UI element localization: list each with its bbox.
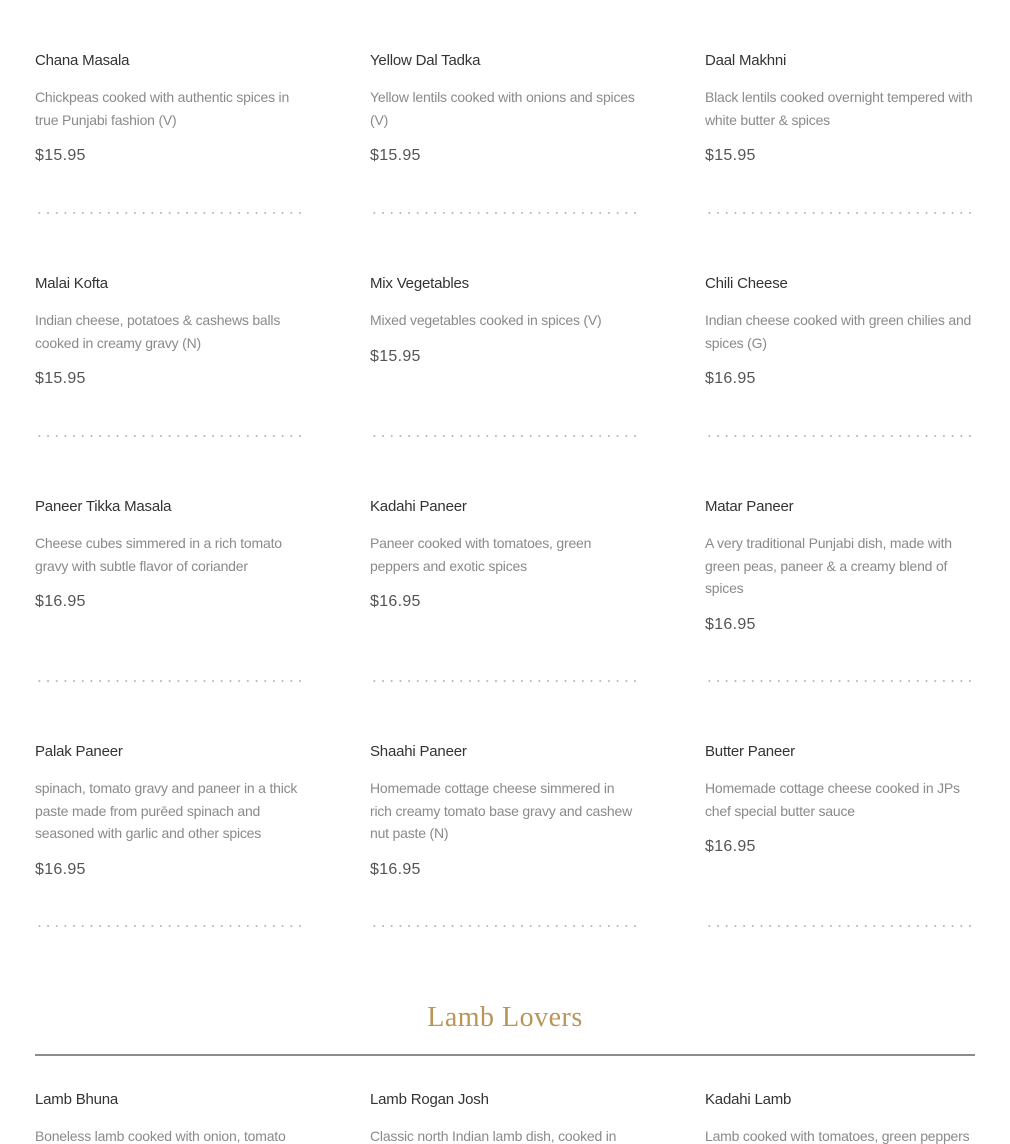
item-price: $16.95	[370, 593, 421, 610]
menu-item	[35, 1091, 303, 1144]
menu-item	[705, 1091, 975, 1144]
item-name: Butter Paneer	[705, 743, 795, 760]
menu-row-4	[35, 743, 975, 879]
item-description: Lamb cooked with tomatoes, green peppers	[705, 1128, 970, 1144]
item-price: $15.95	[705, 147, 756, 164]
menu-item	[370, 52, 638, 165]
item-price: $16.95	[35, 593, 86, 610]
menu-item	[705, 743, 975, 879]
item-description: A very traditional Punjabi dish, made with green peas, paneer & a creamy blend of spices	[705, 535, 952, 596]
menu-item	[35, 275, 303, 388]
menu-item	[370, 498, 638, 634]
item-description: Paneer cooked with tomatoes, green peppers and exotic spices	[370, 535, 592, 574]
item-description: Yellow lentils cooked with onions and spices (V)	[370, 89, 635, 128]
divider-row-1	[35, 212, 975, 214]
dotted-divider	[35, 925, 303, 927]
dotted-divider	[370, 212, 638, 214]
menu-row-2	[35, 275, 975, 388]
item-description: Classic north Indian lamb dish, cooked in	[370, 1128, 617, 1144]
menu-item	[35, 498, 303, 634]
item-description: spinach, tomato gravy and paneer in a thick paste made from purēed spinach and seasoned with garlic and other spices	[35, 780, 298, 841]
item-name: Yellow Dal Tadka	[370, 52, 481, 69]
item-name: Lamb Rogan Josh	[370, 1091, 489, 1108]
dotted-divider	[705, 212, 973, 214]
item-name: Malai Kofta	[35, 275, 108, 292]
menu-item	[705, 275, 975, 388]
menu-item	[35, 52, 303, 165]
item-price: $15.95	[370, 147, 421, 164]
section-divider	[35, 1054, 975, 1056]
item-name: Mix Vegetables	[370, 275, 469, 292]
item-name: Palak Paneer	[35, 743, 123, 760]
lamb-row-1	[35, 1091, 975, 1144]
menu-item	[370, 1091, 638, 1144]
dotted-divider	[705, 680, 973, 682]
item-price: $16.95	[705, 838, 756, 855]
item-price: $16.95	[35, 860, 86, 878]
menu-row-3	[35, 498, 975, 634]
item-name: Matar Paneer	[705, 498, 794, 515]
item-name: Daal Makhni	[705, 52, 787, 69]
item-description: Homemade cottage cheese cooked in JPs chef special butter sauce	[705, 780, 960, 819]
item-name: Paneer Tikka Masala	[35, 498, 172, 515]
item-name: Shaahi Paneer	[370, 743, 467, 760]
dotted-divider	[35, 680, 303, 682]
dotted-divider	[35, 212, 303, 214]
divider-row-3	[35, 680, 975, 682]
menu-row-1	[35, 52, 975, 165]
item-description: Black lentils cooked overnight tempered with white butter & spices	[705, 89, 973, 128]
dotted-divider	[370, 925, 638, 927]
divider-row-2	[35, 435, 975, 437]
item-price: $16.95	[370, 860, 421, 878]
item-price: $16.95	[705, 370, 756, 387]
section-title: Lamb Lovers	[427, 1002, 583, 1033]
menu-item	[705, 498, 975, 634]
item-description: Chickpeas cooked with authentic spices in true Punjabi fashion (V)	[35, 89, 290, 128]
item-description: Indian cheese, potatoes & cashews balls cooked in creamy gravy (N)	[35, 312, 281, 351]
item-name: Kadahi Paneer	[370, 498, 467, 515]
menu-item	[370, 275, 638, 388]
dotted-divider	[705, 435, 973, 437]
item-name: Kadahi Lamb	[705, 1091, 792, 1108]
item-description: Indian cheese cooked with green chilies and spices (G)	[705, 312, 972, 351]
item-price: $15.95	[35, 147, 86, 164]
dotted-divider	[705, 925, 973, 927]
dotted-divider	[370, 680, 638, 682]
menu-item	[35, 743, 303, 879]
dotted-divider	[370, 435, 638, 437]
item-name: Chana Masala	[35, 52, 130, 69]
item-name: Lamb Bhuna	[35, 1091, 119, 1108]
item-price: $16.95	[705, 615, 756, 633]
divider-row-4	[35, 925, 975, 927]
item-description: Boneless lamb cooked with onion, tomato	[35, 1128, 286, 1144]
dotted-divider	[35, 435, 303, 437]
item-description: Mixed vegetables cooked in spices (V)	[370, 312, 602, 328]
menu-item	[705, 52, 975, 165]
item-name: Chili Cheese	[705, 275, 788, 292]
item-price: $15.95	[35, 370, 86, 387]
item-description: Cheese cubes simmered in a rich tomato gravy with subtle flavor of coriander	[35, 535, 282, 574]
item-price: $15.95	[370, 347, 421, 365]
menu-item	[370, 743, 638, 879]
item-description: Homemade cottage cheese simmered in rich creamy tomato base gravy and cashew nut paste (N)	[370, 780, 633, 841]
